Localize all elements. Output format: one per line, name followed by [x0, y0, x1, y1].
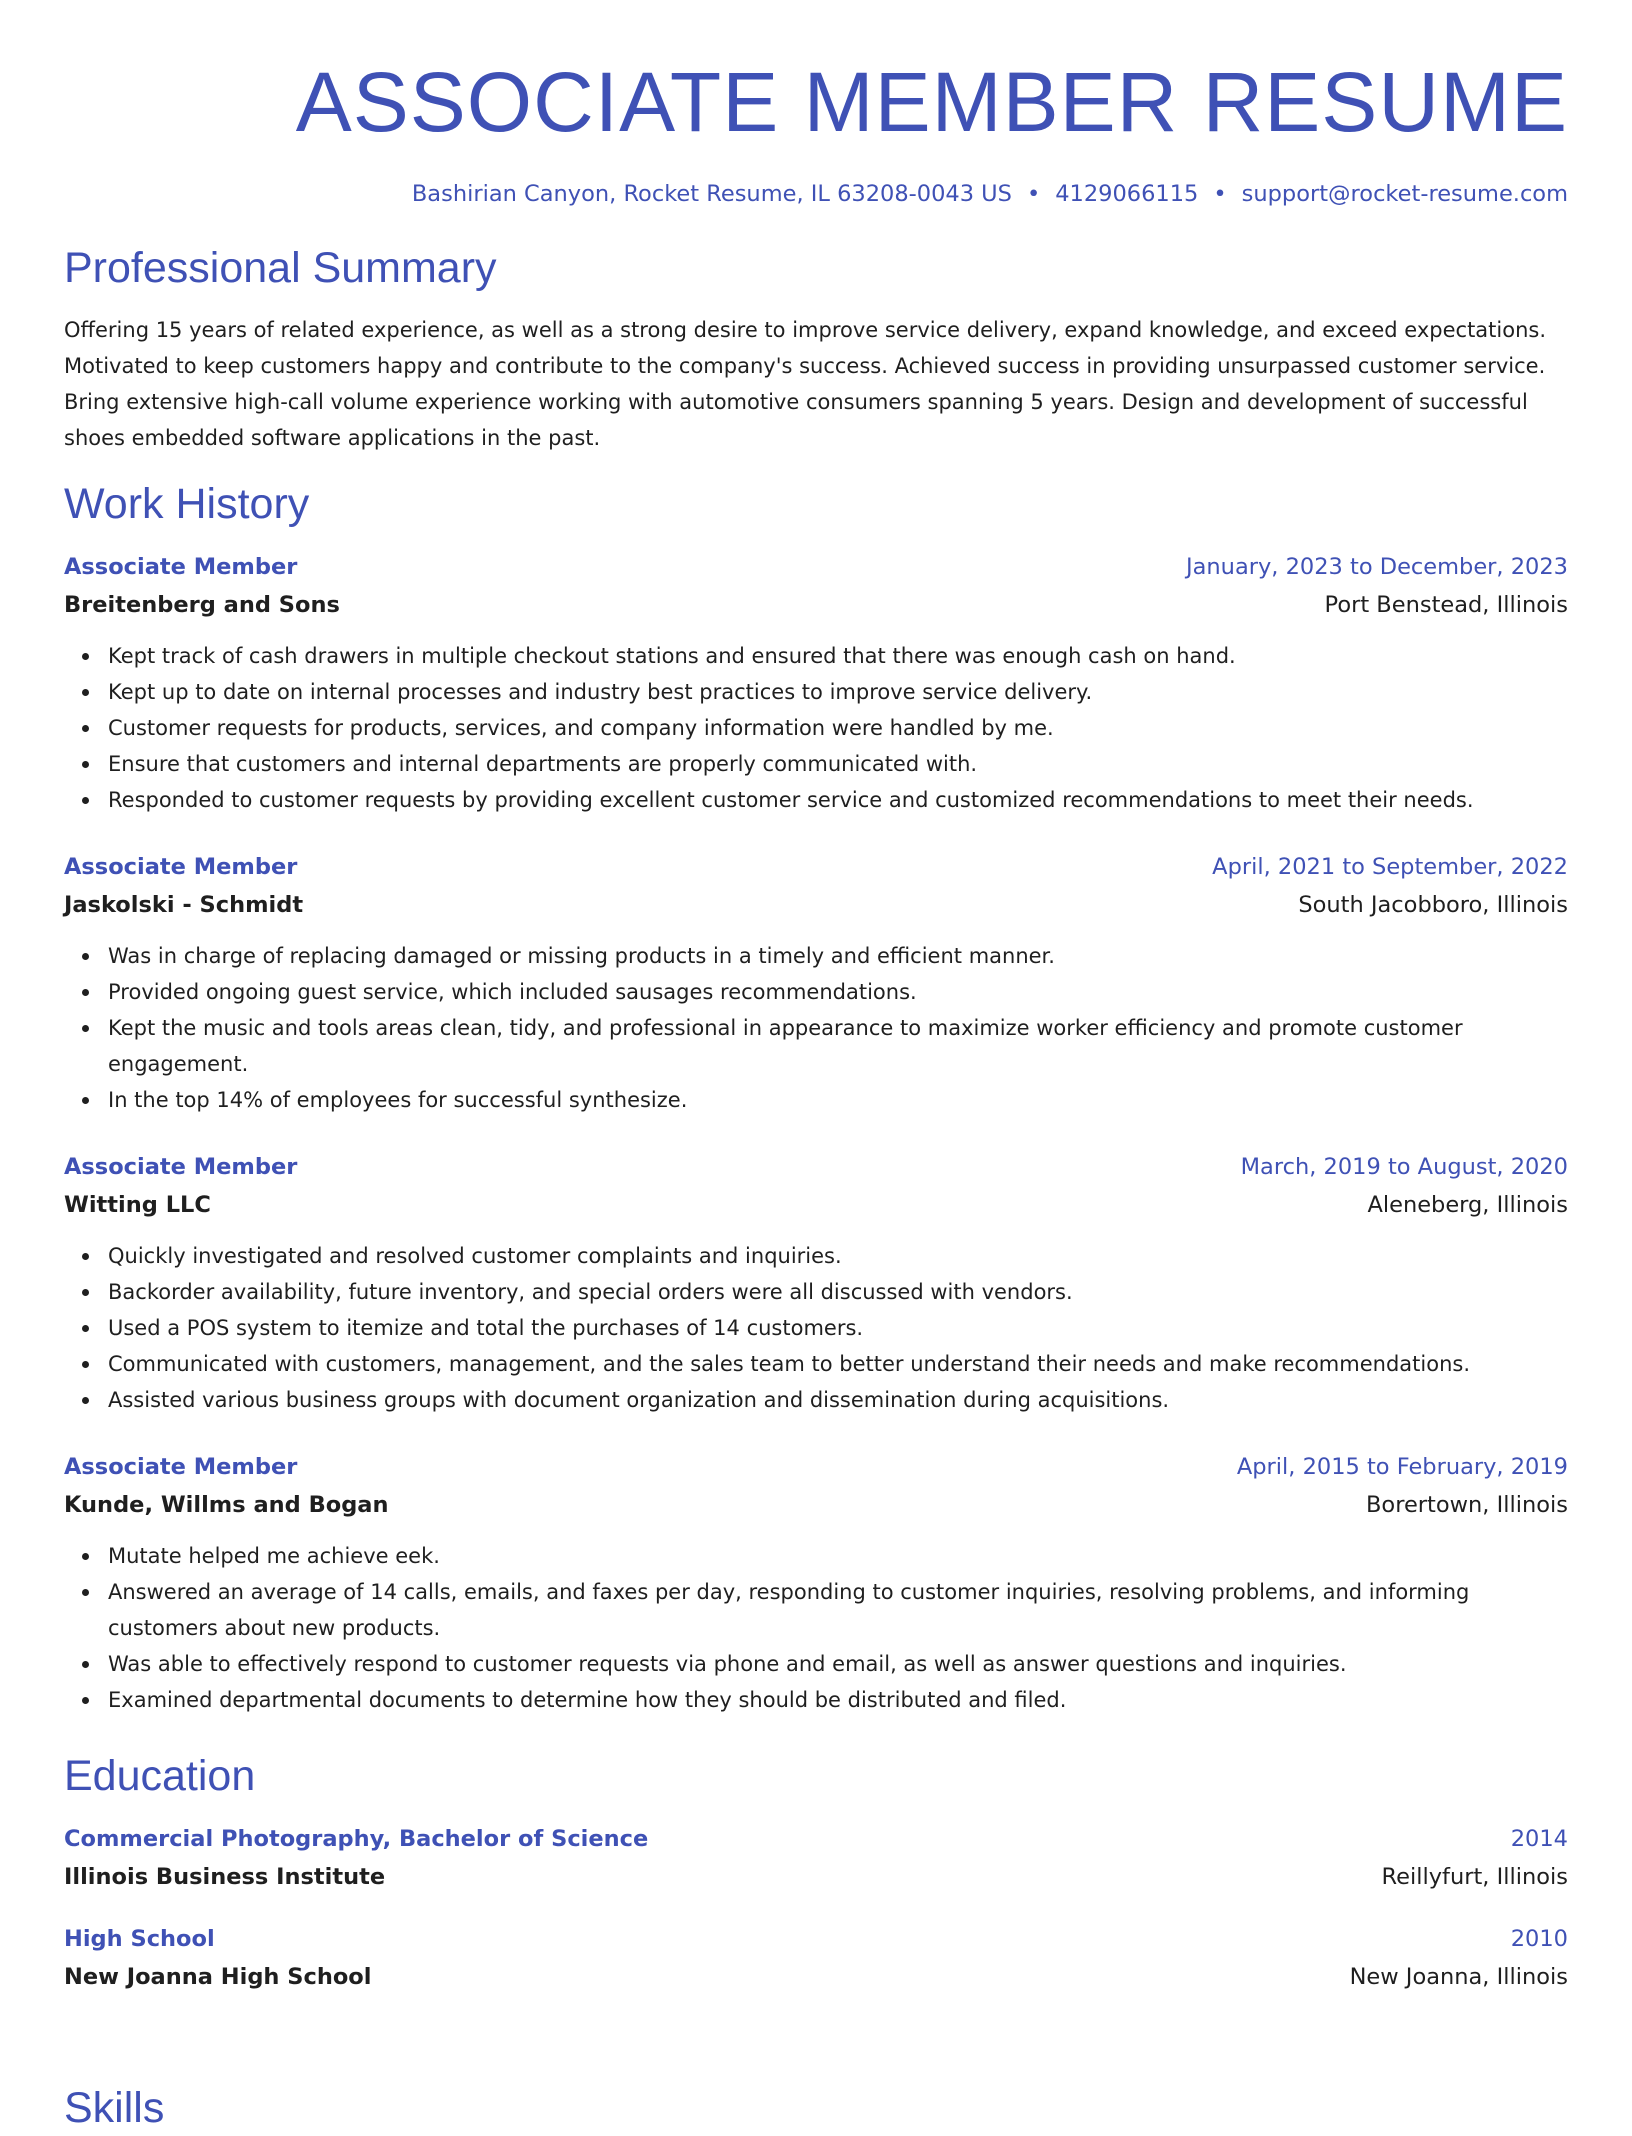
job-bullets [64, 938, 1568, 1118]
job-employer: Witting LLC [64, 1192, 211, 1218]
job-entry [64, 1148, 1568, 1418]
education-location: New Joanna, Illinois [1349, 1964, 1568, 1990]
job-location: South Jacobboro, Illinois [1298, 892, 1568, 918]
education-location: Reillyfurt, Illinois [1381, 1864, 1568, 1890]
job-bullet: Provided ongoing guest service, which included sausages recommendations. [108, 974, 1568, 1010]
job-header-row [64, 548, 1568, 586]
summary-title: Professional Summary [64, 244, 497, 292]
job-dates: March, 2019 to August, 2020 [1240, 1154, 1568, 1180]
skills-title: Skills [64, 2084, 165, 2132]
job-bullet: Kept up to date on internal processes and industry best practices to improve service delivery. [108, 674, 1568, 710]
job-employer-row [64, 1486, 1568, 1524]
job-bullet: Was in charge of replacing damaged or missing products in a timely and efficient manner. [108, 938, 1568, 974]
work-history-section [64, 476, 1568, 1718]
job-bullet: Backorder availability, future inventory, and special orders were all discussed with vendors. [108, 1274, 1568, 1310]
education-school-row [64, 1858, 1568, 1896]
job-location: Borertown, Illinois [1366, 1492, 1568, 1518]
education-school: Illinois Business Institute [64, 1864, 386, 1890]
education-degree: Commercial Photography, Bachelor of Science [64, 1826, 649, 1852]
education-year: 2010 [1510, 1926, 1568, 1952]
job-bullet: Examined departmental documents to determine how they should be distributed and filed. [108, 1682, 1568, 1718]
job-bullet: Used a POS system to itemize and total the purchases of 14 customers. [108, 1310, 1568, 1346]
job-bullets [64, 638, 1568, 818]
education-school: New Joanna High School [64, 1964, 372, 1990]
job-location: Aleneberg, Illinois [1367, 1192, 1568, 1218]
job-entry [64, 548, 1568, 818]
job-bullet: Communicated with customers, management, and the sales team to better understand their needs and make recommendations. [108, 1346, 1568, 1382]
job-header-row [64, 848, 1568, 886]
job-bullet: In the top 14% of employees for successful synthesize. [108, 1082, 1568, 1118]
job-employer: Kunde, Willms and Bogan [64, 1492, 389, 1518]
job-role: Associate Member [64, 854, 298, 880]
job-dates: January, 2023 to December, 2023 [1186, 554, 1568, 580]
job-bullet: Was able to effectively respond to customer requests via phone and email, as well as answer questions and inquiries. [108, 1646, 1568, 1682]
resume-header [64, 0, 1568, 210]
job-role: Associate Member [64, 1154, 298, 1180]
education-year: 2014 [1510, 1826, 1568, 1852]
education-entry [64, 1920, 1568, 1996]
summary-text: Offering 15 years of related experience, as well as a strong desire to improve service delivery, expand knowledge, and exceed expectations. Motivated to keep customers happy and contribute to the company's success. Achieved success in providing unsurpassed customer service. Bring extensive high-call volume experience working with automotive consumers spanning 5 years. Design and development of successful shoes embedded software applications in the past. [64, 318, 1547, 450]
job-bullets [64, 1538, 1568, 1718]
job-dates: April, 2021 to September, 2022 [1212, 854, 1568, 880]
job-entry [64, 848, 1568, 1118]
job-bullet: Kept track of cash drawers in multiple checkout stations and ensured that there was enough cash on hand. [108, 638, 1568, 674]
job-employer-row [64, 586, 1568, 624]
job-bullet: Assisted various business groups with document organization and dissemination during acquisitions. [108, 1382, 1568, 1418]
education-header-row [64, 1820, 1568, 1858]
job-bullet: Customer requests for products, services, and company information were handled by me. [108, 710, 1568, 746]
job-bullet: Kept the music and tools areas clean, tidy, and professional in appearance to maximize worker efficiency and promote customer engagement. [108, 1010, 1568, 1082]
education-title: Education [64, 1752, 256, 1800]
education-degree: High School [64, 1926, 215, 1952]
job-employer: Breitenberg and Sons [64, 592, 340, 618]
job-bullet: Mutate helped me achieve eek. [108, 1538, 1568, 1574]
job-bullet: Responded to customer requests by providing excellent customer service and customized recommendations to meet their needs. [108, 782, 1568, 818]
education-section [64, 1748, 1568, 1996]
job-entry [64, 1448, 1568, 1718]
summary-section [64, 240, 1568, 456]
contact-separator: • [1213, 181, 1227, 207]
contact-address: Bashirian Canyon, Rocket Resume, IL 63208-0043 US [411, 181, 1012, 207]
job-dates: April, 2015 to February, 2019 [1236, 1454, 1568, 1480]
job-bullet: Quickly investigated and resolved customer complaints and inquiries. [108, 1238, 1568, 1274]
contact-line [64, 178, 1568, 210]
job-employer: Jaskolski - Schmidt [64, 892, 304, 918]
job-role: Associate Member [64, 1454, 298, 1480]
contact-email: support@rocket-resume.com [1241, 181, 1568, 207]
education-school-row [64, 1958, 1568, 1996]
job-employer-row [64, 1186, 1568, 1224]
resume-name: ASSOCIATE MEMBER RESUME [295, 55, 1568, 149]
job-bullets [64, 1238, 1568, 1418]
contact-separator: • [1026, 181, 1041, 207]
job-bullet: Ensure that customers and internal departments are properly communicated with. [108, 746, 1568, 782]
job-bullet: Answered an average of 14 calls, emails, and faxes per day, responding to customer inquiries, resolving problems, and informing customers about new products. [108, 1574, 1568, 1646]
contact-phone: 4129066115 [1055, 181, 1199, 207]
work-history-title: Work History [64, 480, 310, 528]
education-header-row [64, 1920, 1568, 1958]
job-header-row [64, 1448, 1568, 1486]
job-header-row [64, 1148, 1568, 1186]
job-location: Port Benstead, Illinois [1324, 592, 1568, 618]
job-role: Associate Member [64, 554, 298, 580]
job-employer-row [64, 886, 1568, 924]
education-entry [64, 1820, 1568, 1896]
